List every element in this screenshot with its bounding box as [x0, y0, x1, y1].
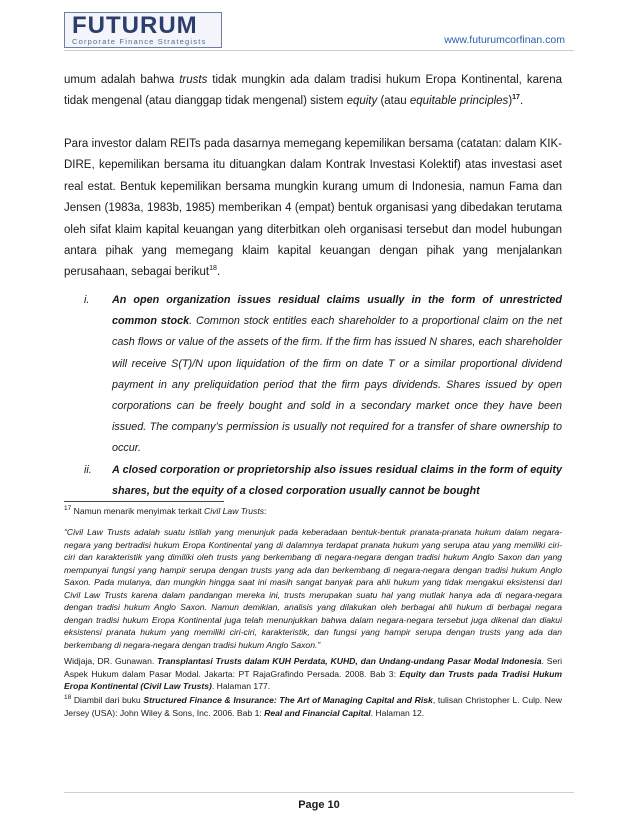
list-item	[64, 290, 562, 460]
text-run: Widjaja, DR. Gunawan.	[64, 656, 158, 666]
logo	[64, 12, 222, 48]
text-run: , tulisan Christopher L. Culp. New Jersey (USA): John Wiley & Sons, Inc. 2006. Bab 1:	[64, 695, 563, 718]
text-run: equity	[346, 95, 378, 108]
list-number: ii.	[84, 463, 92, 476]
text-run: Structured Finance & Insurance: The Art of Managing Capital and Risk	[143, 695, 433, 705]
text-run: Namun menarik menyimak terkait	[71, 506, 205, 516]
footer-divider	[64, 792, 574, 793]
text-run: Civil Law Trusts	[204, 506, 265, 516]
paragraph-2	[64, 134, 562, 284]
text-run: )	[508, 95, 513, 108]
list-item-lead: An open organization issues residual claims usually in the form of unrestricted common stock	[112, 294, 562, 328]
page-number: Page 10	[298, 799, 340, 811]
text-run: :	[264, 506, 267, 516]
text-run: Transplantasi Trusts dalam KUH Perdata, KUHD, dan Undang-undang Pasar Modal Indonesia	[157, 656, 542, 666]
text-run: .	[519, 95, 524, 108]
list-item-lead: A closed corporation or proprietorship also issues residual claims in the form of equity shares, but the equity of a closed corporation usually cannot be bought	[112, 463, 562, 497]
text-run: Real and Financial Capital	[264, 707, 371, 718]
paragraph-1	[64, 70, 562, 113]
website-link[interactable]: www.futurumcorfinan.com	[444, 34, 565, 46]
footnote-number: 17	[64, 505, 72, 513]
footnote-17-citation	[64, 655, 562, 693]
text-run: Equity dan Trusts pada Tradisi Hukum Eropa Kontinental (Civil Law Trusts)	[64, 668, 562, 692]
organization-list	[64, 290, 562, 502]
text-run: umum adalah bahwa	[64, 74, 180, 86]
logo-tagline: Corporate Finance Strategists	[72, 37, 207, 46]
footnote-18	[64, 694, 562, 719]
list-item	[64, 460, 562, 502]
text-run: . Halaman 177.	[211, 681, 271, 692]
footnote-ref-18[interactable]: 18	[209, 265, 217, 273]
footnote-ref-17[interactable]: 17	[512, 94, 520, 102]
text-run: equitable principles	[409, 95, 509, 108]
text-run: tidak mungkin ada dalam tradisi hukum Eropa Kontinental, karena tidak mengenal (atau dianggap tidak mengenal) sistem	[64, 74, 562, 108]
list-item-text: . Common stock entitles each shareholder to a proportional claim on the net cash flows or value of the assets of the firm. If the firm has issued N shares, each shareholder will receive S(T)/N upon liquidation of the firm on date T or a similar proportional dividend payment in any preliquidation period that the firm pays dividends. Shares issued by open corporations can be freely bought and sold in a secondary market once they have been issued. The company’s permission is usually not required for a transfer of share ownership to occur.	[112, 315, 562, 455]
text-run: .	[216, 266, 221, 279]
text-run: (atau	[377, 95, 410, 108]
footnote-number: 18	[64, 694, 72, 702]
logo-wordmark: FUTURUM	[72, 12, 198, 39]
text-run: . Halaman 12.	[370, 707, 425, 718]
text-run: Diambil dari buku	[71, 695, 144, 705]
text-run: trusts	[179, 74, 208, 86]
footnote-17	[64, 505, 562, 518]
footnote-17-quote: “Civil Law Trusts adalah suatu istilah yang menunjuk pada keberadaan bentuk-bentuk pranata-pranata hukum dalam negara-negara yang bertradisi hukum Eropa Kontinental yang di dalamnya terdapat pranata hukum yang serupa atau yang memiliki ciri-ciri dan karakteristik yang dimiliki oleh trusts yang berkembang di negara-negara dengan tradisi hukum Anglo Saxon dan yang mempunyai fungsi yang hampir serupa dengan trusts yang ada dan berkembang di negara-negara dengan tradisi hukum Anglo Saxon. Pada mulanya, dan mungkin hingga saat ini masih sangat banyak para ahli hukum yang tidak mengakui eksistensi dari Civil Law Trusts karena dalam pandangan mereka ini, trusts merupakan suatu hal yang mutlak hanya ada di negara-negara dengan tradisi hukum Anglo Saxon. Namun demikian, analisis yang dilakukan oleh berbagai ahli hukum di berbagai negara dengan tradisi hukum Eropa Kontinental juga telah menunjukkan bahwa dalam negara-negara tersebut juga dikenal dan diakui eksistensi pranata hukum yang memiliki ciri-ciri, karakteristik, dan fungsi yang hampir serupa dengan trusts yang ada dan berkembang di negara-negara dengan tradisi hukum Anglo Saxon.”	[64, 527, 562, 650]
text-run: . Seri Aspek Hukum dalam Pasar Modal. Jakarta: PT RajaGrafindo Persada. 2008. Bab 3:	[64, 656, 563, 679]
footnote-separator	[64, 501, 224, 502]
header-divider	[64, 50, 574, 51]
text-run: Para investor dalam REITs pada dasarnya memegang kepemilikan bersama (catatan: dalam KIK-DIRE, kepemilikan bersama itu dituangkan dalam Kontrak Investasi Kolektif) atas investasi aset real estat. Bentuk kepemilikan bersama mungkin kurang umum di Indonesia, namun Fama dan Jensen (1983a, 1983b, 1985) memberikan 4 (empat) bentuk organisasi yang dibedakan terutama oleh sifat klaim kapital keuangan yang diterbitkan oleh organisasi tersebut dan model hubungan antara pihak yang memegang klaim kapital keuangan dengan pihak yang menjalankan perusahaan, sebagai berikut	[64, 138, 562, 279]
list-number: i.	[84, 294, 90, 306]
